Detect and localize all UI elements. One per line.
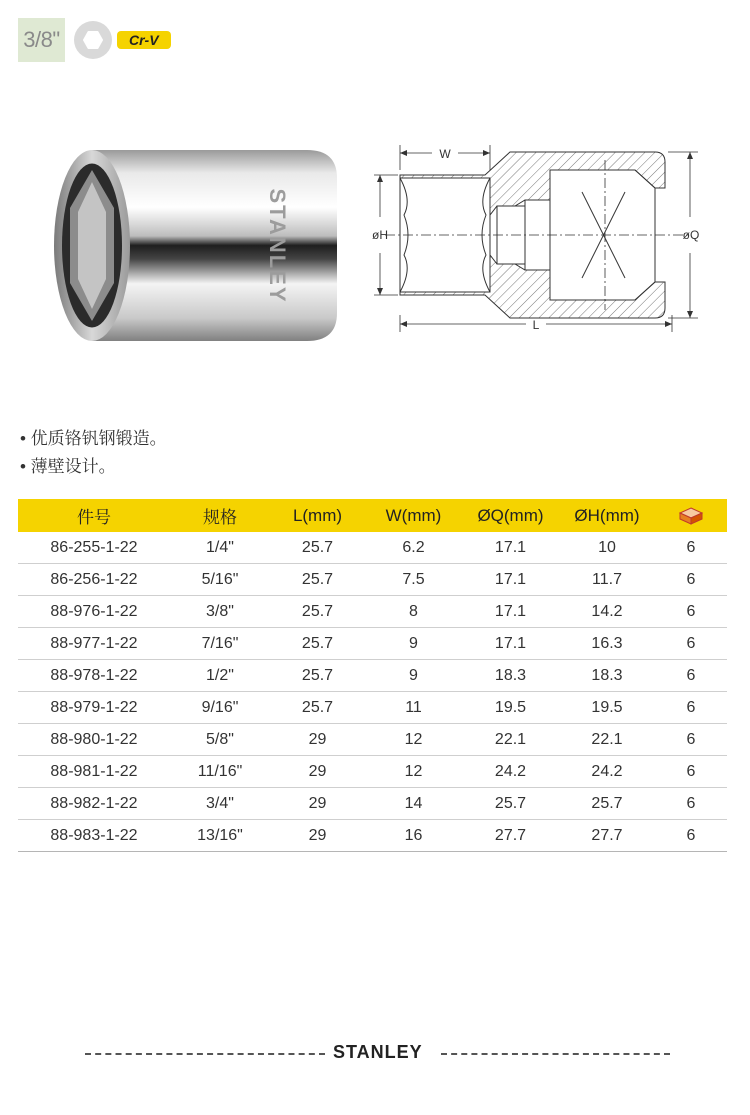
cell-h: 16.3 xyxy=(559,628,655,660)
table-row xyxy=(18,596,727,628)
col-header-w: W(mm) xyxy=(365,499,462,532)
drive-size-badge: 3/8" xyxy=(18,18,65,62)
cell-h: 24.2 xyxy=(559,756,655,788)
cell-l: 29 xyxy=(270,724,365,756)
table-header-row xyxy=(18,499,727,532)
dimension-h-label: øH xyxy=(372,228,388,242)
cell-w: 12 xyxy=(365,756,462,788)
feature-item: • 薄壁设计。 xyxy=(20,457,116,476)
cell-l: 25.7 xyxy=(270,692,365,724)
table-row xyxy=(18,788,727,820)
col-header-part-no: 件号 xyxy=(18,499,170,532)
col-header-q: ØQ(mm) xyxy=(462,499,559,532)
cell-qty: 6 xyxy=(655,596,727,628)
footer-dashed-line-left xyxy=(85,1053,325,1055)
cell-w: 9 xyxy=(365,660,462,692)
col-header-h: ØH(mm) xyxy=(559,499,655,532)
cell-l: 25.7 xyxy=(270,532,365,564)
table-row xyxy=(18,820,727,852)
package-icon xyxy=(678,506,704,526)
cell-qty: 6 xyxy=(655,724,727,756)
footer xyxy=(85,1040,670,1066)
cell-w: 7.5 xyxy=(365,564,462,596)
table-row xyxy=(18,756,727,788)
cell-part-no: 88-979-1-22 xyxy=(18,692,170,724)
cell-part-no: 88-982-1-22 xyxy=(18,788,170,820)
material-badge: Cr-V xyxy=(117,31,171,49)
cell-l: 25.7 xyxy=(270,660,365,692)
table-row xyxy=(18,724,727,756)
cell-qty: 6 xyxy=(655,692,727,724)
cell-q: 17.1 xyxy=(462,564,559,596)
cell-h: 27.7 xyxy=(559,820,655,852)
table-row xyxy=(18,532,727,564)
cell-l: 29 xyxy=(270,756,365,788)
footer-dashed-line-right xyxy=(441,1053,670,1055)
cell-h: 10 xyxy=(559,532,655,564)
cell-h: 11.7 xyxy=(559,564,655,596)
cell-h: 18.3 xyxy=(559,660,655,692)
cell-q: 19.5 xyxy=(462,692,559,724)
cell-size: 1/4" xyxy=(170,532,270,564)
cell-h: 14.2 xyxy=(559,596,655,628)
cell-part-no: 86-255-1-22 xyxy=(18,532,170,564)
cell-part-no: 88-981-1-22 xyxy=(18,756,170,788)
cell-qty: 6 xyxy=(655,660,727,692)
cell-qty: 6 xyxy=(655,628,727,660)
feature-item: • 优质铬钒钢锻造。 xyxy=(20,429,167,448)
header-bar xyxy=(18,18,171,62)
hexagon-icon xyxy=(73,20,113,60)
cell-size: 1/2" xyxy=(170,660,270,692)
cell-size: 5/8" xyxy=(170,724,270,756)
cell-h: 25.7 xyxy=(559,788,655,820)
socket-dimension-drawing xyxy=(360,140,710,340)
cell-size: 13/16" xyxy=(170,820,270,852)
table-row xyxy=(18,628,727,660)
feature-list xyxy=(20,425,167,481)
cell-q: 17.1 xyxy=(462,596,559,628)
cell-size: 7/16" xyxy=(170,628,270,660)
cell-size: 5/16" xyxy=(170,564,270,596)
cell-q: 25.7 xyxy=(462,788,559,820)
cell-size: 3/8" xyxy=(170,596,270,628)
cell-w: 9 xyxy=(365,628,462,660)
socket-photo xyxy=(52,148,342,343)
cell-w: 6.2 xyxy=(365,532,462,564)
cell-qty: 6 xyxy=(655,788,727,820)
cell-w: 8 xyxy=(365,596,462,628)
cell-part-no: 86-256-1-22 xyxy=(18,564,170,596)
dimension-l-label: L xyxy=(532,318,540,332)
cell-q: 24.2 xyxy=(462,756,559,788)
table-row xyxy=(18,660,727,692)
cell-part-no: 88-978-1-22 xyxy=(18,660,170,692)
cell-w: 12 xyxy=(365,724,462,756)
cell-h: 19.5 xyxy=(559,692,655,724)
cell-size: 3/4" xyxy=(170,788,270,820)
cell-q: 27.7 xyxy=(462,820,559,852)
dimension-w-label: W xyxy=(439,147,451,161)
cell-qty: 6 xyxy=(655,820,727,852)
cell-part-no: 88-980-1-22 xyxy=(18,724,170,756)
cell-l: 25.7 xyxy=(270,564,365,596)
cell-size: 9/16" xyxy=(170,692,270,724)
table-row xyxy=(18,564,727,596)
cell-qty: 6 xyxy=(655,564,727,596)
cell-q: 18.3 xyxy=(462,660,559,692)
table-row xyxy=(18,692,727,724)
brand-engraving: STANLEY xyxy=(265,188,290,304)
cell-size: 11/16" xyxy=(170,756,270,788)
col-header-package xyxy=(655,499,727,532)
cell-qty: 6 xyxy=(655,756,727,788)
cell-q: 17.1 xyxy=(462,628,559,660)
cell-l: 25.7 xyxy=(270,628,365,660)
cell-part-no: 88-976-1-22 xyxy=(18,596,170,628)
cell-qty: 6 xyxy=(655,532,727,564)
col-header-size: 规格 xyxy=(170,499,270,532)
col-header-l: L(mm) xyxy=(270,499,365,532)
cell-l: 25.7 xyxy=(270,596,365,628)
cell-w: 16 xyxy=(365,820,462,852)
footer-brand-logo: STANLEY xyxy=(333,1042,423,1062)
cell-l: 29 xyxy=(270,788,365,820)
cell-part-no: 88-983-1-22 xyxy=(18,820,170,852)
cell-h: 22.1 xyxy=(559,724,655,756)
cell-part-no: 88-977-1-22 xyxy=(18,628,170,660)
cell-q: 22.1 xyxy=(462,724,559,756)
dimension-q-label: øQ xyxy=(682,228,700,242)
cell-w: 11 xyxy=(365,692,462,724)
spec-table xyxy=(18,499,727,852)
cell-q: 17.1 xyxy=(462,532,559,564)
cell-w: 14 xyxy=(365,788,462,820)
cell-l: 29 xyxy=(270,820,365,852)
